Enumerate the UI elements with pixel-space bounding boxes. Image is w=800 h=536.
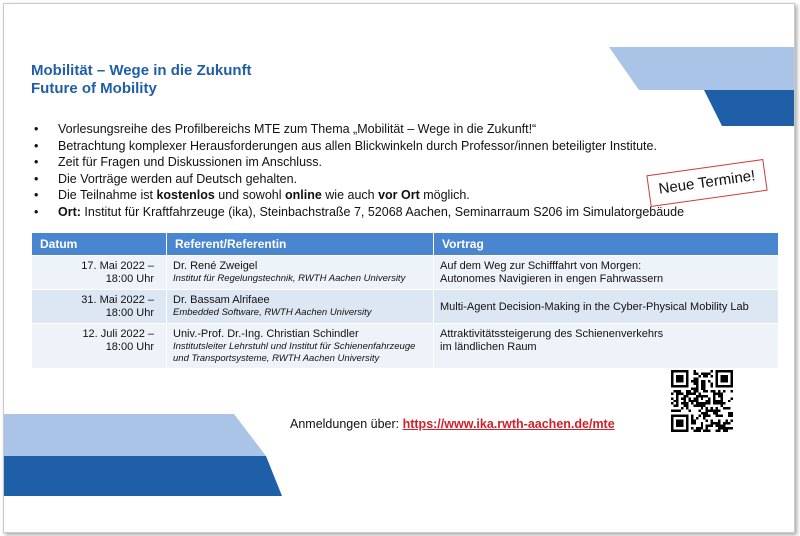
registration-line [290, 417, 615, 431]
date-cell: 17. Mai 2022 – 18:00 Uhr [32, 256, 167, 290]
deco-top-right-light [609, 47, 794, 90]
talk-cell: Multi-Agent Decision-Making in the Cyber-Physical Mobility Lab [434, 290, 779, 324]
title-german: Mobilität – Wege in die Zukunft [31, 62, 252, 79]
new-dates-stamp: Neue Termine! [646, 159, 767, 207]
talk-cell: Attraktivitätssteigerung des Schienenverkehrs im ländlichen Raum [434, 324, 779, 369]
bullet-item-location: • Ort: Institut für Kraftfahrzeuge (ika), Steinbachstraße 7, 52068 Aachen, Seminarraum S206 im Simulatorgebäude [34, 204, 774, 221]
deco-bottom-left-light [4, 414, 266, 456]
table-header-row [32, 233, 779, 256]
lecture-schedule-table [32, 233, 779, 368]
column-header-date: Datum [32, 233, 167, 256]
table-row [32, 290, 779, 324]
speaker-cell [167, 256, 434, 290]
column-header-speaker: Referent/Referentin [167, 233, 434, 256]
slide-frame [3, 3, 795, 533]
table-row [32, 324, 779, 369]
bullet-item: • Die Teilnahme ist kostenlos und sowohl online wie auch vor Ort möglich. [34, 187, 774, 204]
bullet-item: • Vorlesungsreihe des Profilbereichs MTE zum Thema „Mobilität – Wege in die Zukunft!“ [34, 121, 774, 138]
bullet-item: • Zeit für Fragen und Diskussionen im Anschluss. [34, 154, 774, 171]
bullet-item: • Betrachtung komplexer Herausforderungen aus allen Blickwinkeln durch Professor/innen beteiligter Institute. [34, 138, 774, 155]
speaker-institute: und Transportsysteme, RWTH Aachen University [173, 353, 380, 364]
qr-code[interactable] [671, 370, 733, 432]
deco-bottom-left-dark [4, 456, 282, 496]
table-row [32, 256, 779, 290]
bullet-item: • Die Vorträge werden auf Deutsch gehalten. [34, 171, 774, 188]
speaker-cell [167, 290, 434, 324]
page-title [31, 62, 252, 98]
speaker-name: Dr. René Zweigel [173, 260, 258, 272]
date-cell: 12. Juli 2022 – 18:00 Uhr [32, 324, 167, 369]
talk-cell: Auf dem Weg zur Schifffahrt von Morgen: Autonomes Navigieren in engen Fahrwassern [434, 256, 779, 290]
column-header-talk: Vortrag [434, 233, 779, 256]
speaker-institute: Embedded Software, RWTH Aachen University [173, 307, 372, 318]
speaker-cell [167, 324, 434, 369]
date-cell: 31. Mai 2022 – 18:00 Uhr [32, 290, 167, 324]
speaker-name: Univ.-Prof. Dr.-Ing. Christian Schindler [173, 328, 359, 340]
emphasis-online: online [284, 188, 322, 202]
title-english: Future of Mobility [31, 80, 157, 97]
speaker-name: Dr. Bassam Alrifaee [173, 294, 270, 306]
registration-link[interactable]: https://www.ika.rwth-aachen.de/mte [402, 417, 615, 431]
speaker-institute: Institutsleiter Lehrstuhl und Institut für Schienenfahrzeuge [173, 341, 416, 352]
registration-label: Anmeldungen über: [290, 417, 403, 431]
emphasis-onsite: vor Ort [378, 188, 420, 202]
emphasis-free: kostenlos [156, 188, 215, 202]
speaker-institute: Institut für Regelungstechnik, RWTH Aachen University [173, 273, 406, 284]
